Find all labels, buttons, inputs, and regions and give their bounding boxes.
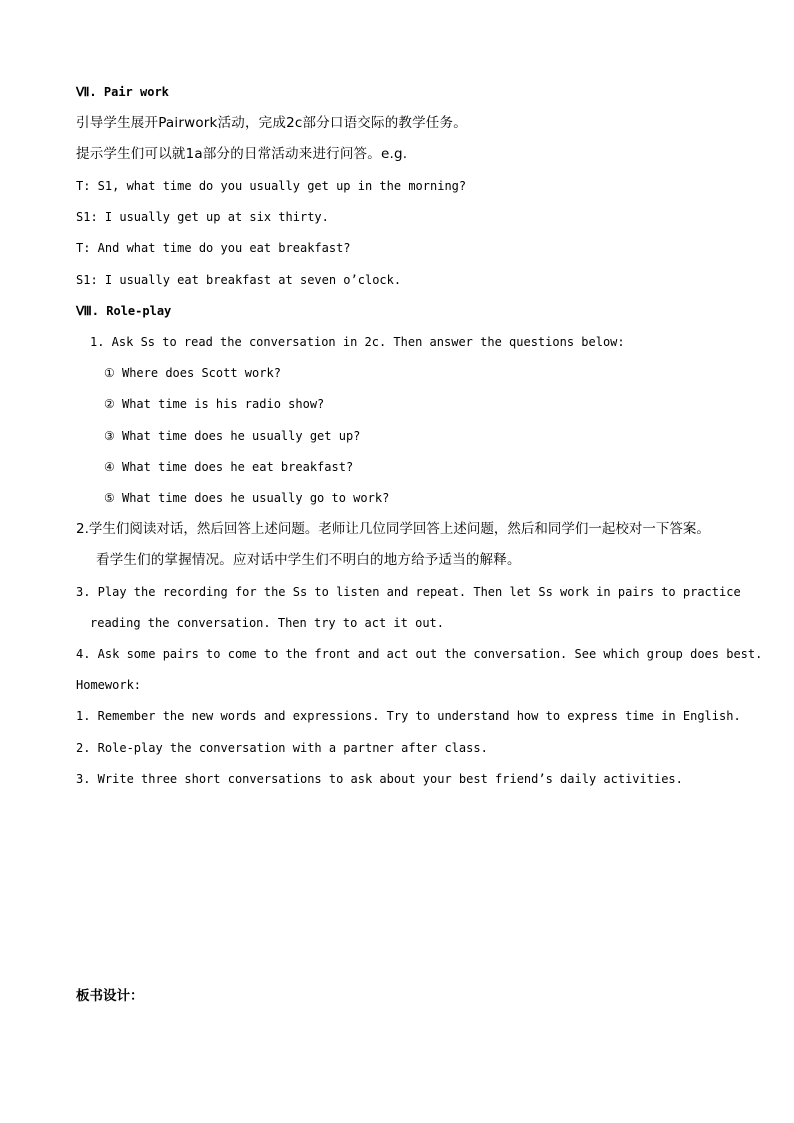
- paragraph-line: 引导学生展开Pairwork活动，完成2c部分口语交际的教学任务。: [76, 115, 467, 131]
- role-play-step-4: 4. Ask some pairs to come to the front and act out the conversation. See which group does best.: [76, 647, 763, 661]
- section-heading-role-play: Ⅷ. Role-play: [76, 304, 172, 318]
- dialogue-line: S1: I usually get up at six thirty.: [76, 210, 329, 224]
- paragraph-line: 提示学生们可以就1a部分的日常活动来进行问答。e.g.: [76, 146, 408, 162]
- question-item: ④ What time does he eat breakfast?: [104, 460, 354, 474]
- role-play-step-3: 3. Play the recording for the Ss to listen and repeat. Then let Ss work in pairs to practice: [76, 585, 741, 599]
- homework-item: 1. Remember the new words and expressions. Try to understand how to express time in English.: [76, 709, 741, 723]
- role-play-step-2-continued: 看学生们的掌握情况。应对话中学生们不明白的地方给予适当的解释。: [96, 552, 521, 568]
- question-item: ⑤ What time does he usually go to work?: [104, 491, 390, 505]
- section-heading-board-design: 板书设计：: [76, 988, 144, 1004]
- dialogue-line: T: And what time do you eat breakfast?: [76, 241, 351, 255]
- role-play-step-2: 2.学生们阅读对话，然后回答上述问题。老师让几位同学回答上述问题，然后和同学们一起校对一下答案。: [76, 521, 710, 537]
- homework-item: 3. Write three short conversations to ask about your best friend’s daily activities.: [76, 772, 683, 786]
- dialogue-line: S1: I usually eat breakfast at seven o’clock.: [76, 273, 402, 287]
- homework-item: 2. Role-play the conversation with a partner after class.: [76, 741, 488, 755]
- role-play-step-3-continued: reading the conversation. Then try to act it out.: [90, 616, 445, 630]
- section-heading-homework: Homework:: [76, 678, 142, 692]
- question-item: ② What time is his radio show?: [104, 397, 325, 411]
- question-item: ① Where does Scott work?: [104, 366, 281, 380]
- question-item: ③ What time does he usually get up?: [104, 429, 361, 443]
- role-play-step-1: 1. Ask Ss to read the conversation in 2c. Then answer the questions below:: [90, 335, 625, 349]
- dialogue-line: T: S1, what time do you usually get up in the morning?: [76, 179, 467, 193]
- section-heading-pair-work: Ⅶ. Pair work: [76, 85, 169, 99]
